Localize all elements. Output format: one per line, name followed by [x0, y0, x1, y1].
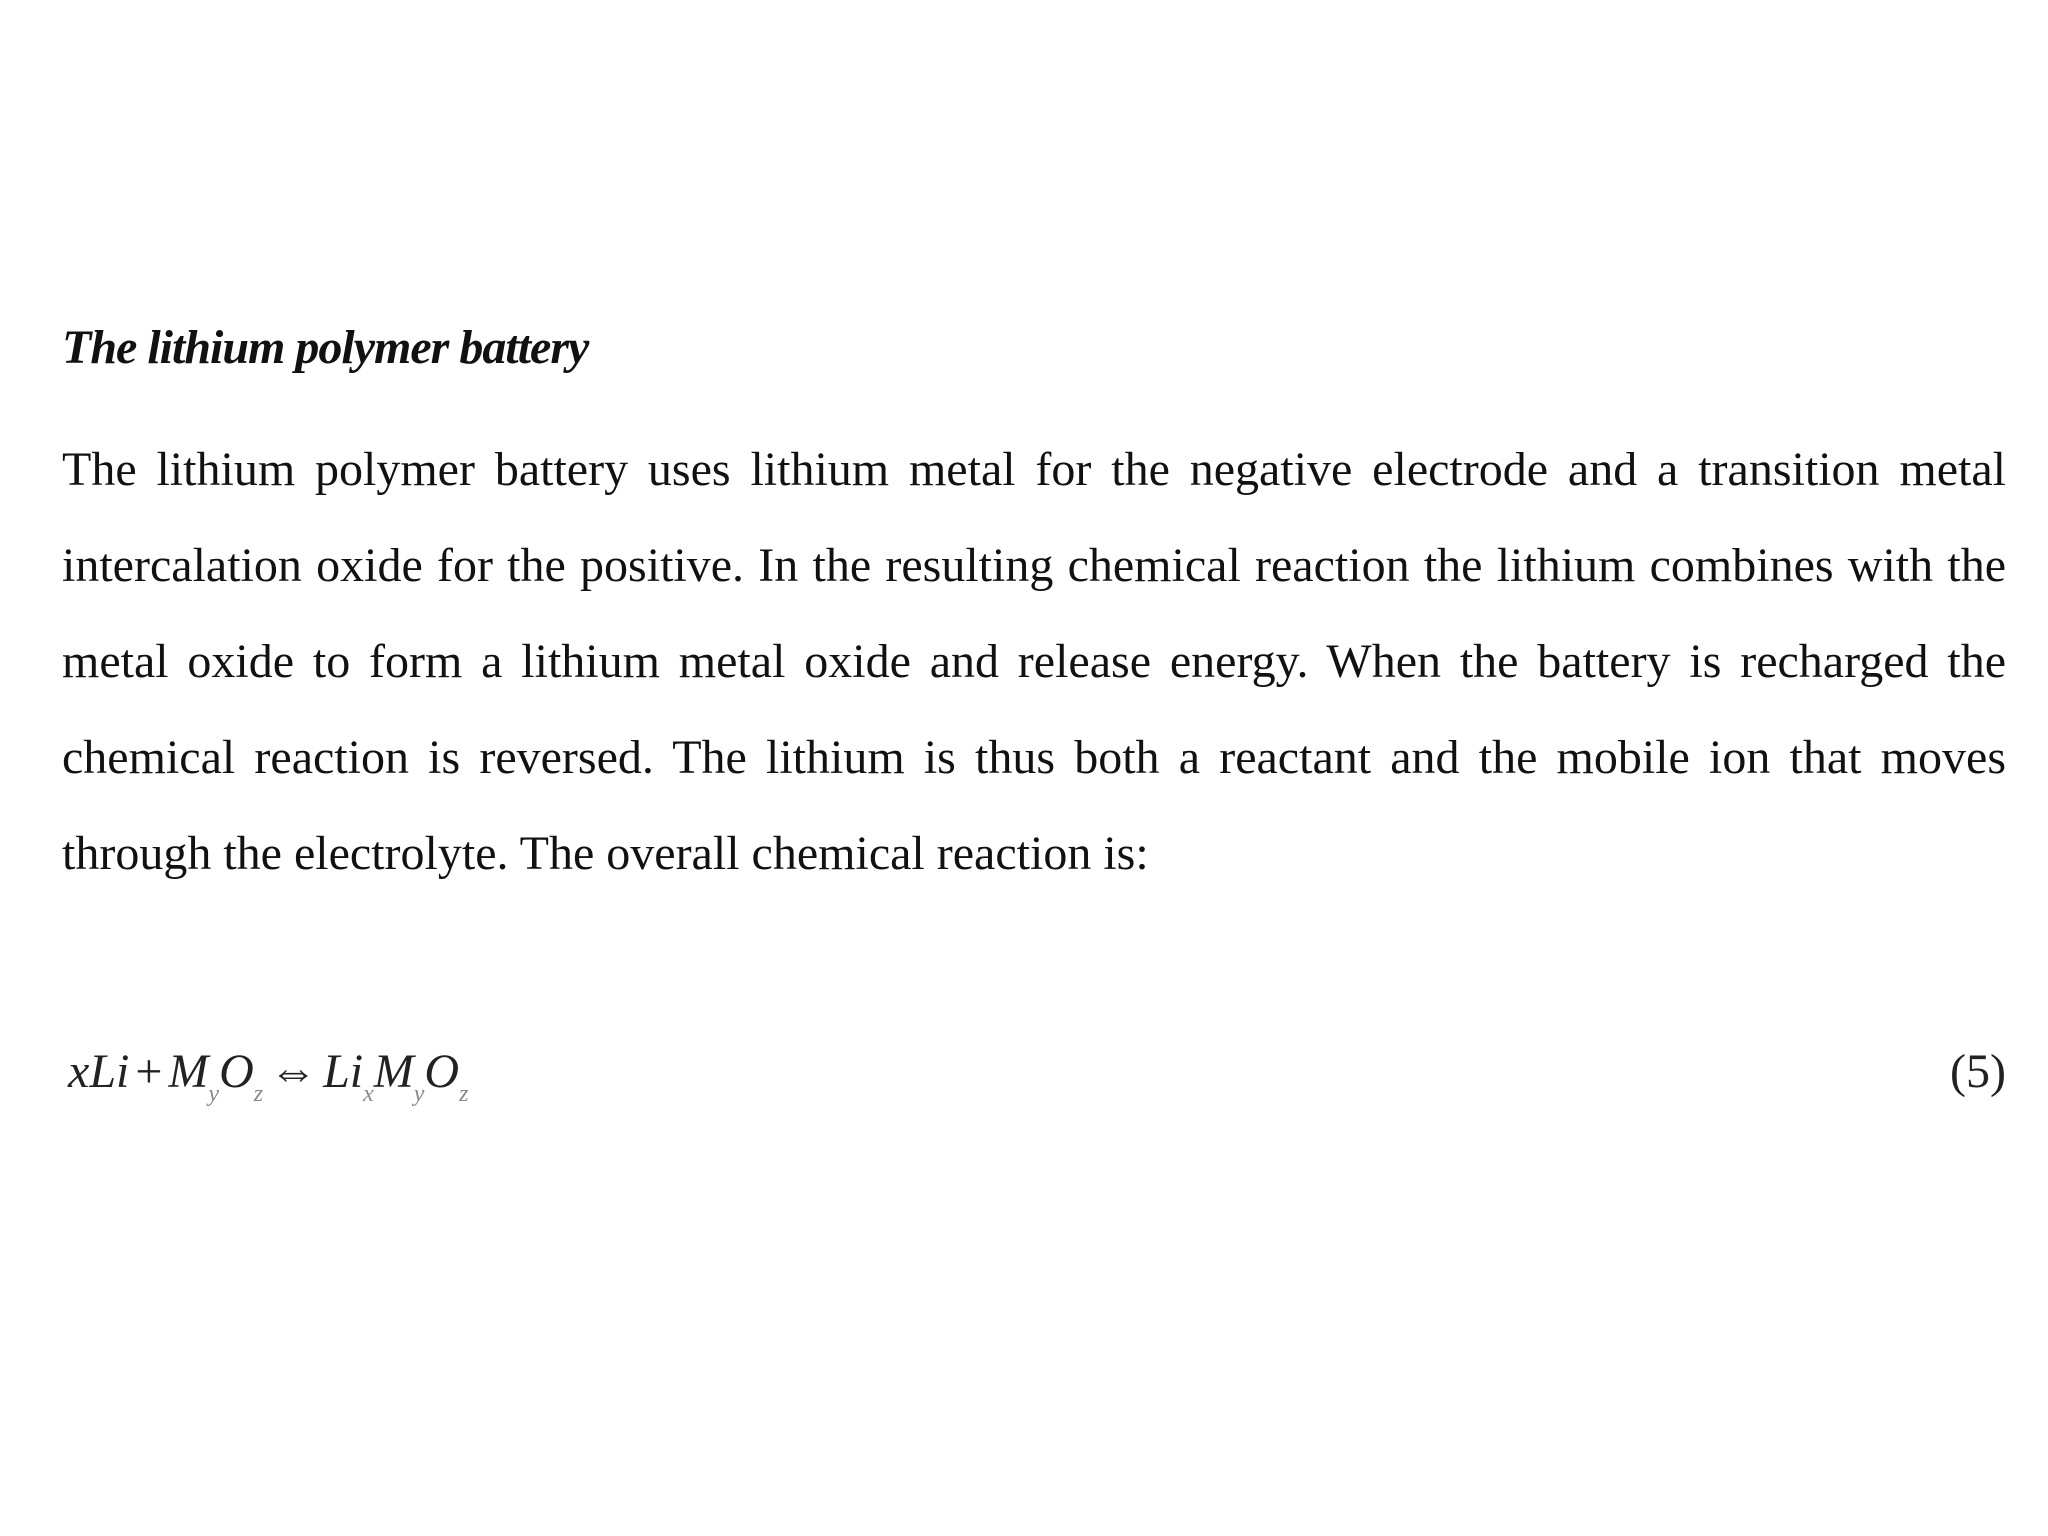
eq-arrow: ⇔: [269, 1045, 318, 1098]
eq-product-oxygen: O: [424, 1045, 460, 1098]
eq-product-lithium-subscript: x: [363, 1081, 374, 1107]
body-paragraph: The lithium polymer battery uses lithium metal for the negative electrode and a transition metal intercalation oxide for the positive. In the resulting chemical reaction the lithium combines with the metal oxide to form a lithium metal oxide and release energy. When the battery is recharged the chemical reaction is reversed. The lithium is thus both a reactant and the mobile ion that moves through the electrolyte. The overall chemical reaction is:: [62, 443, 2006, 880]
eq-metal: M: [168, 1045, 209, 1098]
eq-product-metal: M: [373, 1045, 414, 1098]
eq-oxygen: O: [219, 1045, 254, 1098]
eq-product-lithium: Li: [323, 1045, 364, 1098]
eq-product-oxygen-subscript: z: [459, 1081, 469, 1107]
eq-coefficient: x: [68, 1045, 90, 1098]
eq-oxygen-subscript: z: [253, 1081, 264, 1107]
eq-plus: +: [135, 1045, 163, 1098]
eq-lithium: Li: [89, 1045, 130, 1098]
chemical-equation: [68, 1032, 468, 1112]
section-heading: The lithium polymer battery: [62, 321, 589, 374]
equation-number: (5): [1950, 1045, 2006, 1098]
eq-metal-subscript: y: [208, 1081, 220, 1107]
eq-product-metal-subscript: y: [413, 1081, 425, 1107]
